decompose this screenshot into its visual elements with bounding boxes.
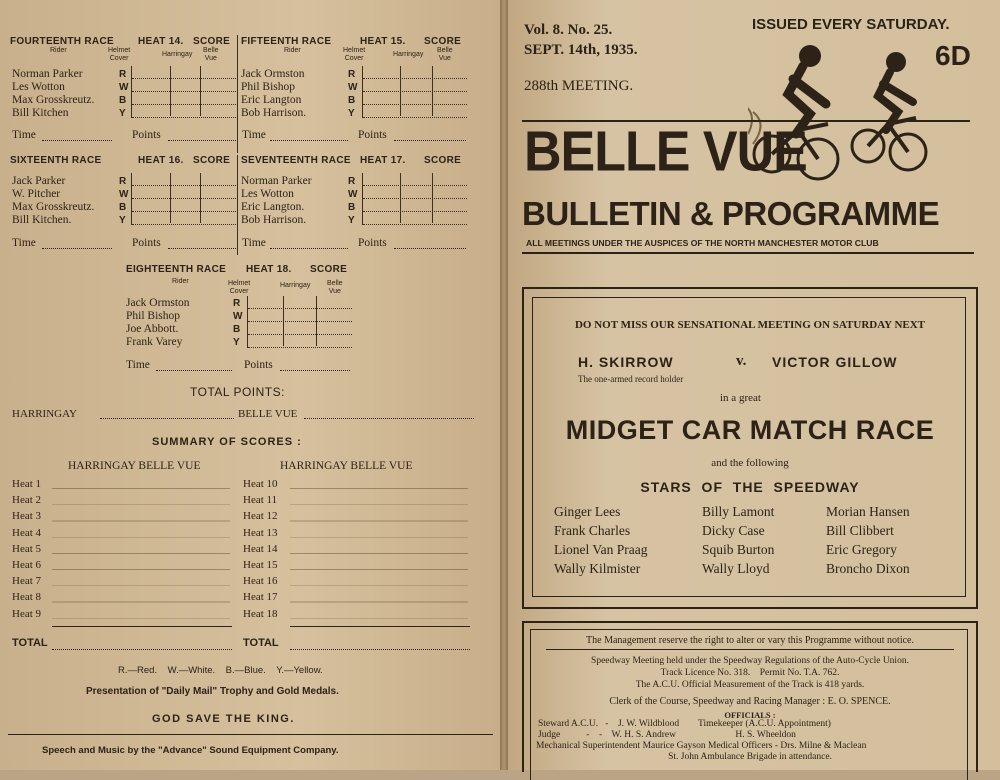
meeting-number: 288th MEETING. [524, 78, 634, 94]
footer-credit: Speech and Music by the "Advance" Sound Equipment Company. [42, 745, 339, 756]
scorecard-page [0, 0, 500, 770]
volume-number: Vol. 8. No. 25. [524, 22, 613, 38]
versus: v. [736, 353, 747, 369]
management-note: The Management reserve the right to alter or vary this Programme without notice. [586, 635, 914, 646]
points-label: Points [132, 237, 161, 249]
heat-label: HEAT 15. [360, 36, 406, 47]
points-label: Points [358, 129, 387, 141]
ambulance-line: St. John Ambulance Brigade in attendance. [668, 752, 832, 762]
rider-list: Norman Parker Les Wotton Eric Langton. Bob Harrison. [241, 175, 312, 226]
time-label: Time [126, 359, 150, 371]
score-label: SCORE [193, 155, 231, 166]
stars-heading: STARS OF THE SPEEDWAY [640, 479, 860, 495]
rider-list: Jack Ormston Phil Bishop Eric Langton Bob Harrison. [241, 68, 307, 119]
total-label: TOTAL [12, 637, 48, 649]
next-meeting-heading: DO NOT MISS OUR SENSATIONAL MEETING ON SATURDAY NEXT [574, 319, 926, 331]
presentation-note: Presentation of "Daily Mail" Trophy and Gold Medals. [86, 686, 339, 697]
time-label: Time [242, 129, 266, 141]
summary-heading: SUMMARY OF SCORES : [152, 436, 302, 448]
summary-columns-right: HARRINGAY BELLE VUE [280, 460, 413, 472]
stars-col-2: Billy Lamont Dicky Case Squib Burton Wally Lloyd [702, 504, 775, 576]
total-label: TOTAL [243, 637, 279, 649]
acu-regulations: Speedway Meeting held under the Speedway Regulations of the Auto-Cycle Union. [591, 656, 909, 666]
clerk-of-course: Clerk of the Course, Speedway and Racing Manager : E. O. SPENCE. [609, 696, 891, 707]
colour-codes: R W B Y [119, 69, 129, 119]
heat-label: HEAT 18. [246, 264, 292, 275]
title-bulletin: BULLETIN & PROGRAMME [522, 195, 940, 232]
cover-page [508, 0, 1000, 770]
score-grid [362, 173, 467, 225]
issued-every-saturday: ISSUED EVERY SATURDAY. [752, 16, 950, 33]
score-label: SCORE [424, 36, 462, 47]
officials-heading: OFFICIALS : [724, 710, 776, 720]
bellevue-subhead: Belle Vue [203, 47, 219, 62]
heat-fill-lines [52, 476, 230, 622]
heat-list-right: Heat 10 Heat 11 Heat 12 Heat 13 Heat 14 Heat 15 Heat 16 Heat 17 Heat 18 [243, 478, 278, 620]
and-the-following: and the following [711, 457, 789, 469]
heat-list-left: Heat 1 Heat 2 Heat 3 Heat 4 Heat 5 Heat 6 Heat 7 Heat 8 Heat 9 [12, 478, 42, 620]
colour-codes: R W B Y [119, 176, 129, 226]
race-title: FOURTEENTH RACE [10, 36, 114, 47]
record-holder-note: The one-armed record holder [578, 374, 684, 384]
time-label: Time [12, 237, 36, 249]
score-grid [131, 173, 236, 225]
colour-key: R.—Red. W.—White. B.—Blue. Y.—Yellow. [118, 665, 323, 676]
rider-list: Jack Ormston Phil Bishop Joe Abbott. Frank Varey [126, 297, 190, 348]
rider-subhead: Rider [172, 278, 189, 285]
stars-col-1: Ginger Lees Frank Charles Lionel Van Praag Wally Kilmister [554, 504, 648, 576]
steward-line: Steward A.C.U. - J. W. Wildblood Timekeeper (A.C.U. Appointment) [538, 719, 831, 729]
colour-codes: R W B Y [233, 298, 243, 348]
harringay-total-label: HARRINGAY [12, 408, 77, 420]
score-grid [247, 296, 352, 348]
colour-codes: R W B Y [348, 176, 358, 226]
rider-skirrow: H. SKIRROW [578, 354, 674, 370]
points-label: Points [244, 359, 273, 371]
harringay-subhead: Harringay [280, 282, 311, 289]
auspices-line: ALL MEETINGS UNDER THE AUSPICES OF THE NORTH MANCHESTER MOTOR CLUB [526, 238, 879, 248]
bellevue-subhead: Belle Vue [327, 280, 343, 295]
rider-subhead: Rider [50, 47, 67, 54]
rider-list: Norman Parker Les Wotton Max Grosskreutz. Bill Kitchen [12, 68, 95, 119]
issue-date: SEPT. 14th, 1935. [524, 42, 638, 58]
harringay-subhead: Harringay [162, 51, 193, 58]
mechanical-line: Mechanical Superintendent Maurice Gayson Medical Officers - Drs. Milne & Maclean [536, 741, 867, 751]
bellevue-subhead: Belle Vue [437, 47, 453, 62]
spine [500, 0, 508, 770]
colour-codes: R W B Y [348, 69, 358, 119]
race-title: SEVENTEENTH RACE [241, 155, 351, 166]
bellevue-total-label: BELLE VUE [238, 408, 298, 420]
points-label: Points [358, 237, 387, 249]
next-meeting-box [522, 287, 978, 609]
summary-columns-left: HARRINGAY BELLE VUE [68, 460, 201, 472]
track-licence: Track Licence No. 318. Permit No. T.A. 762. [660, 668, 840, 678]
heat-label: HEAT 14. [138, 36, 184, 47]
time-label: Time [242, 237, 266, 249]
rider-list: Jack Parker W. Pitcher Max Grosskreutz. Bill Kitchen. [12, 175, 95, 226]
score-grid [362, 66, 467, 118]
rider-gillow: VICTOR GILLOW [772, 354, 898, 370]
stars-col-3: Morian Hansen Bill Clibbert Eric Gregory Broncho Dixon [826, 504, 910, 576]
heat-fill-lines [290, 476, 468, 622]
heat-label: HEAT 16. [138, 155, 184, 166]
track-measurement: The A.C.U. Official Measurement of the Track is 418 yards. [635, 680, 865, 690]
anthem: GOD SAVE THE KING. [152, 713, 295, 725]
score-label: SCORE [310, 264, 348, 275]
helmet-subhead: Helmet Cover [228, 280, 251, 295]
rider-subhead: Rider [284, 47, 301, 54]
race-title: EIGHTEENTH RACE [126, 264, 227, 275]
midget-car-match-race: MIDGET CAR MATCH RACE [565, 415, 935, 445]
time-label: Time [12, 129, 36, 141]
score-grid [131, 66, 236, 118]
helmet-subhead: Helmet Cover [108, 47, 131, 62]
score-label: SCORE [193, 36, 231, 47]
price: 6D [935, 40, 971, 71]
title-belle-vue: BELLE VUE [524, 120, 807, 184]
score-label: SCORE [424, 155, 462, 166]
in-a-great: in a great [720, 392, 761, 404]
total-points-heading: TOTAL POINTS: [190, 385, 285, 399]
helmet-subhead: Helmet Cover [343, 47, 366, 62]
harringay-subhead: Harringay [393, 51, 424, 58]
race-title: FIFTEENTH RACE [241, 36, 332, 47]
race-title: SIXTEENTH RACE [10, 155, 102, 166]
heat-label: HEAT 17. [360, 155, 406, 166]
points-label: Points [132, 129, 161, 141]
regulations-box [522, 621, 978, 772]
judge-line: Judge - - W. H. S. Andrew H. S. Wheeldon [538, 730, 796, 740]
